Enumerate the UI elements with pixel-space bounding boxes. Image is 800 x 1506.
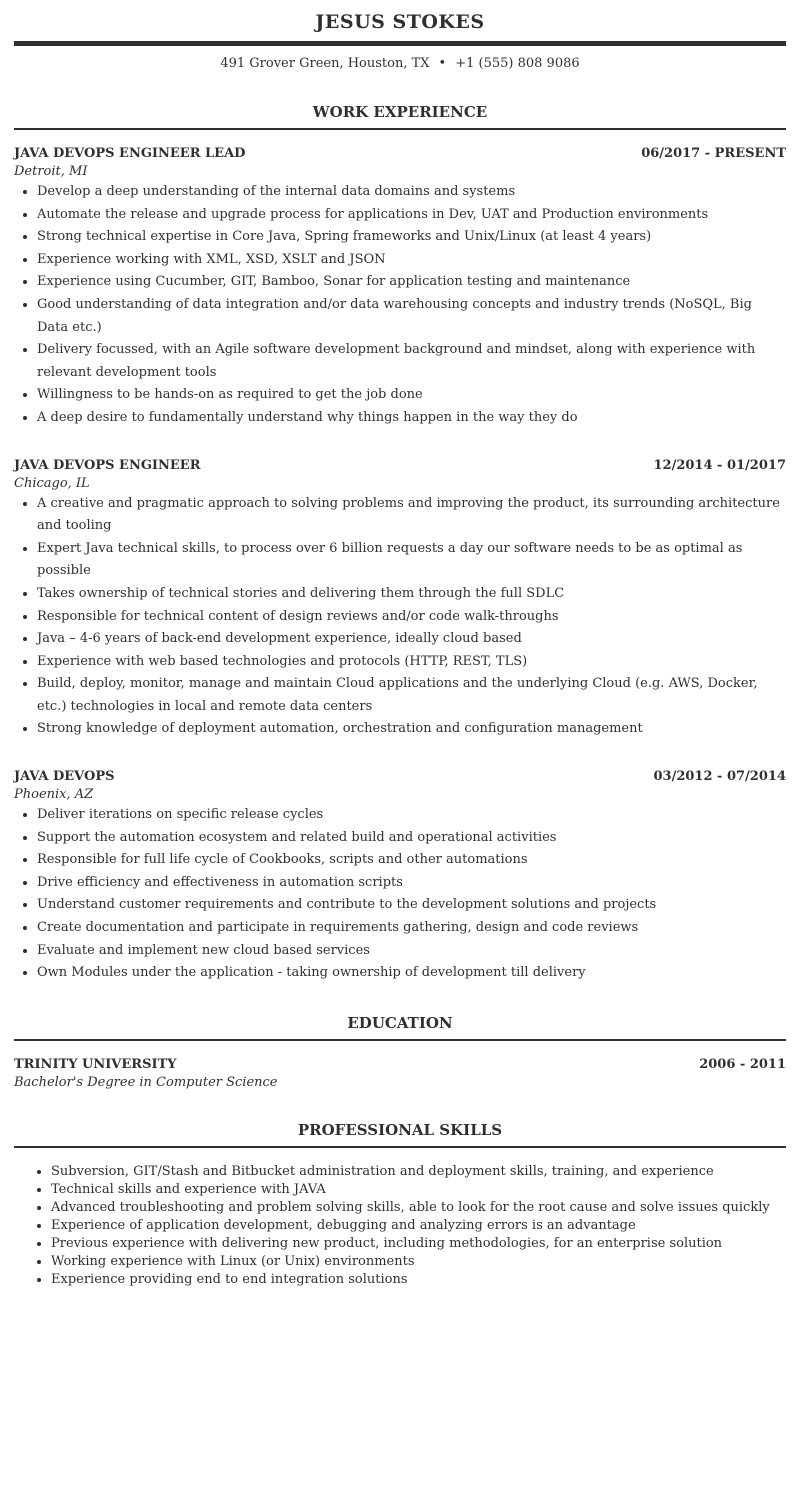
education-section — [14, 1013, 786, 1092]
bullet-item: • Willingness to be hands-on as required to get the job done — [37, 384, 786, 407]
bullet-item: • Java – 4-6 years of back-end development experience, ideally cloud based — [37, 628, 786, 651]
skill-item: • Previous experience with delivering new product, including methodologies, for an enterprise solution — [51, 1235, 786, 1253]
bullet-item: • Takes ownership of technical stories and delivering them through the full SDLC — [37, 583, 786, 606]
bullet-item: • Delivery focussed, with an Agile software development background and mindset, along with experience with relevant development tools — [37, 339, 786, 384]
job-dates: 06/2017 - PRESENT — [641, 146, 786, 161]
education-entry — [14, 1056, 786, 1092]
bullet-item: • Expert Java technical skills, to process over 6 billion requests a day our software needs to be as optimal as possible — [37, 538, 786, 583]
skill-item: • Experience providing end to end integration solutions — [51, 1271, 786, 1289]
section-divider — [14, 1039, 786, 1041]
contact-line — [14, 56, 786, 72]
education-header — [14, 1056, 786, 1074]
skill-item: • Experience of application development, debugging and analyzing errors is an advantage — [51, 1217, 786, 1235]
bullet-item: • A creative and pragmatic approach to solving problems and improving the product, its surrounding architecture and tooling — [37, 493, 786, 538]
skill-item: • Advanced troubleshooting and problem solving skills, able to look for the root cause and solve issues quickly — [51, 1199, 786, 1217]
phone: +1 (555) 808 9086 — [455, 56, 580, 71]
resume-page — [14, 0, 786, 1289]
skill-item: • Working experience with Linux (or Unix) environments — [51, 1253, 786, 1271]
job-dates: 12/2014 - 01/2017 — [653, 457, 786, 473]
section-title-work: WORK EXPERIENCE — [312, 103, 488, 121]
bullet-item: • Create documentation and participate in requirements gathering, design and code reviews — [37, 917, 786, 940]
bullet-item: • Experience working with XML, XSD, XSLT and JSON — [37, 249, 786, 272]
bullet-item: • Responsible for technical content of design reviews and/or code walk-throughs — [37, 606, 786, 629]
job-header — [14, 768, 786, 786]
bullet-item: • Evaluate and implement new cloud based services — [37, 940, 786, 963]
job-location: Phoenix, AZ — [14, 787, 94, 803]
job-title: JAVA DEVOPS — [14, 769, 115, 785]
bullet-item: • Understand customer requirements and contribute to the development solutions and projects — [37, 894, 786, 917]
bullet-item: • Develop a deep understanding of the internal data domains and systems — [37, 181, 786, 204]
job-location: Detroit, MI — [14, 164, 88, 179]
bullet-item: • Automate the release and upgrade process for applications in Dev, UAT and Production environments — [37, 204, 786, 227]
bullet-item: • Strong knowledge of deployment automation, orchestration and configuration management — [37, 718, 786, 741]
skill-item: • Technical skills and experience with JAVA — [51, 1181, 786, 1199]
job-entry — [14, 145, 786, 430]
bullet-item: • Responsible for full life cycle of Cookbooks, scripts and other automations — [37, 849, 786, 872]
work-experience-section — [14, 102, 786, 985]
section-divider — [14, 1146, 786, 1148]
bullet-item: • Build, deploy, monitor, manage and maintain Cloud applications and the underlying Cloud (e.g. AWS, Docker, etc.) technologies in local and remote data centers — [37, 673, 786, 718]
bullet-item: • Deliver iterations on specific release cycles — [37, 804, 786, 827]
job-header — [14, 457, 786, 475]
school-name: TRINITY UNIVERSITY — [14, 1056, 177, 1072]
job-entry — [14, 457, 786, 742]
candidate-name: JESUS STOKES — [315, 11, 485, 33]
job-header — [14, 145, 786, 163]
job-dates: 03/2012 - 07/2014 — [653, 769, 786, 785]
section-title-education: EDUCATION — [347, 1013, 453, 1032]
job-title: JAVA DEVOPS ENGINEER LEAD — [14, 146, 246, 161]
skills-list — [14, 1163, 786, 1289]
bullet-item: • Support the automation ecosystem and related build and operational activities — [37, 827, 786, 850]
section-title-skills: PROFESSIONAL SKILLS — [297, 1120, 503, 1139]
header-divider — [14, 41, 786, 44]
skill-item: • Subversion, GIT/Stash and Bitbucket administration and deployment skills, training, and experience — [51, 1163, 786, 1181]
bullet-item: • Strong technical expertise in Core Java, Spring frameworks and Unix/Linux (at least 4 years) — [37, 226, 786, 249]
job-entry — [14, 768, 786, 985]
bullet-item: • A deep desire to fundamentally understand why things happen in the way they do — [37, 407, 786, 430]
degree: Bachelor's Degree in Computer Science — [14, 1074, 278, 1090]
job-bullets — [14, 493, 786, 742]
job-title: JAVA DEVOPS ENGINEER — [14, 457, 201, 473]
bullet-item: • Good understanding of data integration and/or data warehousing concepts and industry trends (NoSQL, Big Data etc.) — [37, 294, 786, 339]
address: 491 Grover Green, Houston, TX — [220, 56, 430, 71]
section-divider — [14, 128, 786, 130]
education-dates: 2006 - 2011 — [699, 1056, 786, 1072]
bullet-item: • Experience with web based technologies and protocols (HTTP, REST, TLS) — [37, 651, 786, 674]
contact-separator: • — [438, 56, 447, 71]
job-location: Chicago, IL — [14, 475, 90, 491]
job-bullets — [14, 804, 786, 985]
skills-section — [14, 1120, 786, 1289]
job-bullets — [14, 181, 786, 430]
bullet-item: • Own Modules under the application - taking ownership of development till delivery — [37, 962, 786, 985]
bullet-item: • Drive efficiency and effectiveness in automation scripts — [37, 872, 786, 895]
bullet-item: • Experience using Cucumber, GIT, Bamboo, Sonar for application testing and maintenance — [37, 271, 786, 294]
